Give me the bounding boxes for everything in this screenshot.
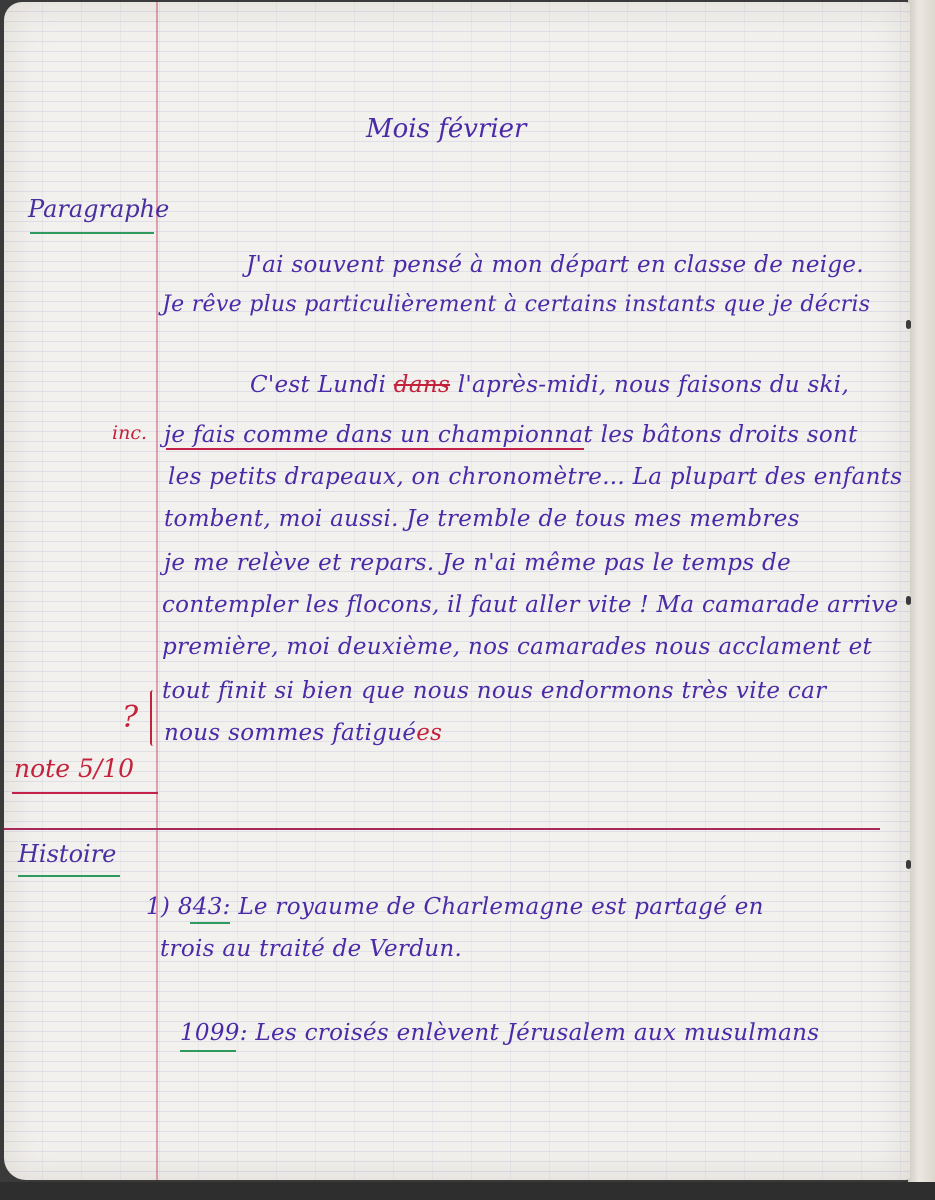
margin-line xyxy=(156,2,158,1180)
heading-underline xyxy=(30,232,154,234)
paragraph-line-3 xyxy=(250,372,849,398)
paragraph-line-11 xyxy=(164,720,442,746)
date-underline xyxy=(190,922,230,924)
text-segment: C'est Lundi xyxy=(250,372,387,398)
date-underline xyxy=(180,1050,236,1052)
binding-hole xyxy=(906,860,911,869)
binding-hole xyxy=(906,320,911,329)
text-segment: nous sommes fatigué xyxy=(164,720,417,746)
history-date: 1099 xyxy=(180,1020,240,1046)
paragraph-line-6: tombent, moi aussi. Je tremble de tous mes membres xyxy=(164,506,800,532)
correction-bracket xyxy=(150,690,156,746)
paragraph-line-7: je me relève et repars. Je n'ai même pas le temps de xyxy=(164,550,791,576)
section-heading-histoire: Histoire xyxy=(18,840,117,868)
paragraph-line-4 xyxy=(164,422,858,448)
correction-ending: es xyxy=(416,720,443,746)
history-text: : Le royaume de Charlemagne est partagé en xyxy=(222,894,764,920)
text-segment: les bâtons droits sont xyxy=(600,422,858,448)
page-title: Mois février xyxy=(366,114,527,144)
text-segment: l'après-midi, nous faisons du ski, xyxy=(457,372,850,398)
paragraph-line-5: les petits drapeaux, on chronomètre... La plupart des enfants xyxy=(168,464,903,490)
binding-hole xyxy=(906,596,911,605)
notebook-page xyxy=(4,2,910,1180)
history-line-2: trois au traité de Verdun. xyxy=(160,936,463,962)
section-divider xyxy=(4,828,880,830)
paragraph-line-10: tout finit si bien que nous nous endormons très vite car xyxy=(162,678,827,704)
correction-underline xyxy=(166,448,584,450)
correction-mark-question: ? xyxy=(122,700,139,735)
history-date: 843 xyxy=(177,894,223,920)
history-line-1 xyxy=(146,894,764,920)
underlined-phrase: je fais comme dans un championnat xyxy=(164,422,593,448)
grade-underline xyxy=(12,792,158,794)
paragraph-line-1: J'ai souvent pensé à mon départ en classe de neige. xyxy=(246,252,864,278)
history-line-3 xyxy=(180,1020,819,1046)
crossed-out-word: dans xyxy=(393,372,451,398)
section-heading-paragraphe: Paragraphe xyxy=(28,195,170,223)
paragraph-line-2: Je rêve plus particulièrement à certains instants que je décris xyxy=(162,292,871,317)
scan-border xyxy=(0,1182,935,1200)
history-text: : Les croisés enlèvent Jérusalem aux musulmans xyxy=(239,1020,820,1046)
correction-mark-inc: inc. xyxy=(112,422,147,444)
grade-note: note 5/10 xyxy=(14,754,135,783)
paragraph-line-9: première, moi deuxième, nos camarades nous acclament et xyxy=(162,634,873,660)
notebook-edge xyxy=(908,0,935,1200)
paragraph-line-8: contempler les flocons, il faut aller vite ! Ma camarade arrive xyxy=(162,592,899,618)
heading-underline xyxy=(18,875,120,877)
list-number: 1) xyxy=(146,894,171,920)
